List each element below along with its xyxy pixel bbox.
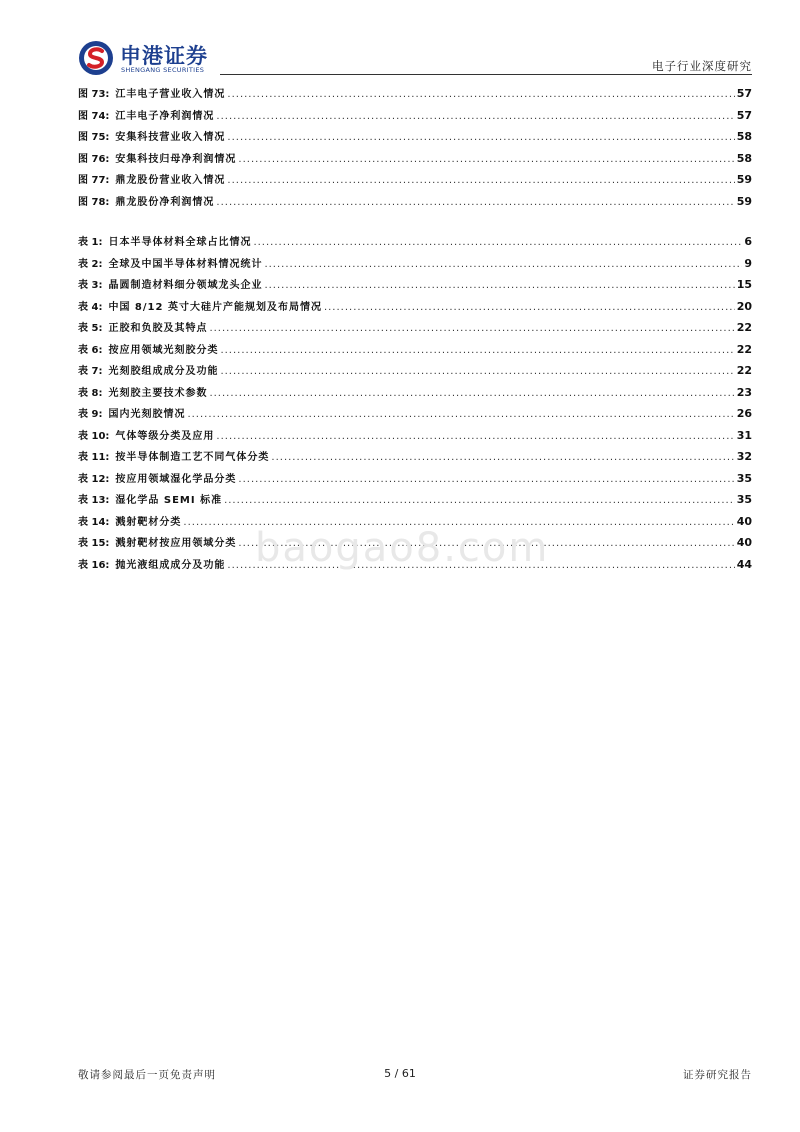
toc-table-title: 湿化学品 SEMI 标准 — [115, 495, 223, 506]
toc-table-label: 表 6: — [78, 344, 103, 356]
toc-figure-label: 图 77: — [78, 175, 110, 186]
toc-dot-leader — [238, 474, 734, 485]
toc-table-row[interactable] — [78, 362, 752, 384]
toc-table-title: 气体等级分类及应用 — [115, 430, 215, 442]
toc-table-label: 表 7: — [78, 366, 103, 377]
toc-table-title: 国内光刻胶情况 — [108, 409, 186, 420]
toc-page-number: 35 — [736, 471, 752, 485]
toc-table-title: 晶圆制造材料细分领域龙头企业 — [108, 280, 263, 291]
toc-figure-row[interactable] — [78, 128, 752, 150]
toc-table-row[interactable] — [78, 341, 752, 363]
toc-figure-title: 江丰电子净利润情况 — [115, 110, 215, 122]
toc-table-title: 中国 8/12 英寸大硅片产能规划及布局情况 — [108, 301, 322, 313]
toc-table-row[interactable] — [78, 384, 752, 406]
company-logo — [78, 40, 218, 76]
toc-dot-leader — [238, 538, 734, 549]
toc-figure-row[interactable] — [78, 85, 752, 107]
toc-table-row[interactable] — [78, 319, 752, 341]
toc-dot-leader — [216, 111, 734, 122]
toc-figure-label: 图 76: — [78, 153, 110, 165]
toc-dot-leader — [216, 197, 734, 208]
header-divider — [220, 74, 752, 75]
toc-figure-row[interactable] — [78, 107, 752, 129]
toc-figure-label: 图 73: — [78, 89, 110, 100]
toc-dot-leader — [227, 560, 734, 571]
toc-dot-leader — [224, 495, 735, 506]
toc-dot-leader — [238, 154, 734, 165]
page-number: 5 / 61 — [384, 1067, 416, 1080]
toc-table-row[interactable] — [78, 233, 752, 255]
page-header — [0, 0, 800, 80]
toc-table-label: 表 13: — [78, 495, 110, 506]
toc-page-number: 59 — [736, 173, 752, 186]
toc-figure-row[interactable] — [78, 171, 752, 193]
watermark-text: baogao8.com — [255, 525, 550, 571]
toc-page-number: 40 — [736, 514, 752, 528]
toc-table-title: 日本半导体材料全球占比情况 — [108, 237, 252, 248]
toc-page-number: 32 — [736, 450, 752, 463]
report-type-label: 电子行业深度研究 — [652, 59, 752, 73]
toc-page-number: 58 — [736, 130, 752, 143]
toc-dot-leader — [209, 388, 734, 399]
toc-dot-leader — [187, 409, 734, 420]
shengang-logo-icon — [78, 40, 114, 76]
toc-figure-title: 鼎龙股份营业收入情况 — [115, 175, 226, 186]
toc-dot-leader — [216, 431, 734, 442]
toc-table-row[interactable] — [78, 491, 752, 513]
toc-page-number: 58 — [736, 151, 752, 165]
toc-table-row[interactable] — [78, 427, 752, 449]
toc-figure-row[interactable] — [78, 150, 752, 172]
toc-figure-row[interactable] — [78, 193, 752, 215]
toc-table-title: 溅射靶材分类 — [115, 516, 182, 528]
toc-table-label: 表 1: — [78, 237, 103, 248]
toc-table-title: 按应用领域湿化学品分类 — [115, 473, 237, 485]
toc-table-row[interactable] — [78, 448, 752, 470]
toc-table-row[interactable] — [78, 276, 752, 298]
toc-dot-leader — [324, 302, 735, 313]
toc-dot-leader — [253, 237, 742, 248]
toc-dot-leader — [264, 280, 734, 291]
toc-table-title: 全球及中国半导体材料情况统计 — [108, 258, 263, 270]
toc-dot-leader — [183, 517, 734, 528]
toc-table-title: 抛光液组成成分及功能 — [115, 559, 226, 571]
toc-page-number: 57 — [736, 108, 752, 122]
toc-page-number: 6 — [744, 235, 752, 248]
toc-figure-label: 图 75: — [78, 132, 110, 143]
logo-english-name: SHENGANG SECURITIES — [121, 66, 205, 74]
toc-figure-label: 图 78: — [78, 196, 110, 208]
toc-page-number: 26 — [736, 407, 752, 420]
toc-table-label: 表 5: — [78, 323, 103, 334]
toc-page-number: 9 — [744, 256, 752, 270]
toc-table-label: 表 11: — [78, 452, 110, 463]
toc-figure-title: 安集科技营业收入情况 — [115, 132, 226, 143]
toc-table-title: 溅射靶材按应用领域分类 — [115, 538, 237, 549]
toc-dot-leader — [220, 366, 734, 377]
toc-table-row[interactable] — [78, 513, 752, 535]
table-index-list — [78, 233, 752, 577]
toc-table-row[interactable] — [78, 405, 752, 427]
toc-figure-label: 图 74: — [78, 110, 110, 122]
toc-table-title: 按半导体制造工艺不同气体分类 — [115, 452, 270, 463]
toc-table-label: 表 3: — [78, 280, 103, 291]
toc-table-row[interactable] — [78, 534, 752, 556]
toc-table-label: 表 9: — [78, 409, 103, 420]
toc-page-number: 23 — [736, 385, 752, 399]
toc-table-row[interactable] — [78, 470, 752, 492]
toc-table-row[interactable] — [78, 556, 752, 578]
toc-table-title: 光刻胶组成成分及功能 — [108, 366, 219, 377]
figure-index-list — [78, 85, 752, 214]
toc-table-label: 表 8: — [78, 387, 103, 399]
toc-page-number: 22 — [736, 364, 752, 377]
toc-table-label: 表 12: — [78, 473, 110, 485]
toc-page-number: 59 — [736, 194, 752, 208]
toc-page-number: 35 — [736, 493, 752, 506]
toc-dot-leader — [227, 175, 734, 186]
toc-dot-leader — [209, 323, 734, 334]
toc-figure-title: 鼎龙股份净利润情况 — [115, 196, 215, 208]
toc-page-number: 40 — [736, 536, 752, 549]
toc-table-label: 表 10: — [78, 430, 110, 442]
toc-table-label: 表 15: — [78, 538, 110, 549]
toc-table-row[interactable] — [78, 298, 752, 320]
toc-page-number: 31 — [736, 428, 752, 442]
toc-page-number: 22 — [736, 321, 752, 334]
toc-dot-leader — [264, 259, 742, 270]
logo-chinese-name: 申港证券 — [120, 44, 208, 68]
toc-table-label: 表 14: — [78, 516, 110, 528]
toc-page-number: 57 — [736, 87, 752, 100]
toc-page-number: 22 — [736, 342, 752, 356]
toc-dot-leader — [227, 89, 734, 100]
disclaimer-note: 敬请参阅最后一页免责声明 — [78, 1069, 216, 1081]
toc-page-number: 20 — [736, 299, 752, 313]
toc-table-label: 表 16: — [78, 559, 110, 571]
toc-table-label: 表 4: — [78, 301, 103, 313]
report-category: 证券研究报告 — [683, 1069, 752, 1081]
toc-table-title: 正胶和负胶及其特点 — [108, 323, 208, 334]
toc-dot-leader — [271, 452, 734, 463]
toc-dot-leader — [220, 345, 734, 356]
page-footer — [0, 1062, 800, 1092]
toc-figure-title: 安集科技归母净利润情况 — [115, 153, 237, 165]
toc-dot-leader — [227, 132, 734, 143]
toc-table-title: 光刻胶主要技术参数 — [108, 387, 208, 399]
toc-page-number: 44 — [736, 557, 752, 571]
toc-figure-title: 江丰电子营业收入情况 — [115, 89, 226, 100]
toc-table-title: 按应用领域光刻胶分类 — [108, 344, 219, 356]
toc-table-label: 表 2: — [78, 258, 103, 270]
toc-page-number: 15 — [736, 278, 752, 291]
toc-table-row[interactable] — [78, 255, 752, 277]
